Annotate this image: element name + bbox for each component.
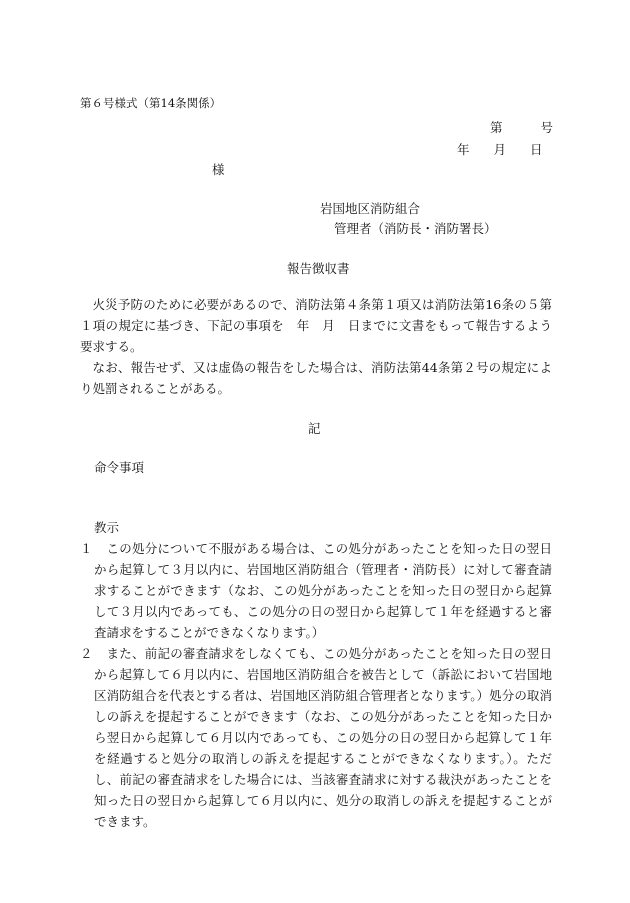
date-month: 月 [493, 142, 507, 157]
notice-item-text: この処分について不服がある場合は、この処分があったことを知った日の翌日から起算して３月以内に、岩国地区消防組合（管理者・消防長）に対して審査請求することができます（なお、この処分があったことを知った日の翌日から起算して３月以内であっても、この処分の日の翌日から起算して１年を経過すると審査請求をすることができなくなります。） [94, 541, 552, 640]
body-paragraph-1: 火災予防のために必要があるので、消防法第４条第１項又は消防法第16条の５第１項の規定に基づき、下記の事項を 年 月 日までに文書をもって報告するよう要求する。 [80, 297, 552, 354]
notice-list [80, 538, 552, 832]
notice-item [80, 643, 552, 832]
number-prefix: 第 [490, 120, 503, 135]
addressee-suffix: 様 [212, 162, 225, 177]
body-paragraph-2: なお、報告せず、又は虚偽の報告をした場合は、消防法第44条第２号の規定により処罰されることがある。 [80, 360, 552, 396]
document-number-line [490, 118, 553, 136]
notice-item-text: また、前記の審査請求をしなくても、この処分があったことを知った日の翌日から起算して６月以内に、岩国地区消防組合を被告として（訴訟において岩国地区消防組合を代表とする者は、岩国地区消防組合管理者となります。）処分の取消しの訴えを提起することができます（なお、この処分があったことを知った日から翌日から起算して６月以内であっても、この処分の日の翌日から起算して１年を経過すると処分の取消しの訴えを提起することができなくなります。）。ただし、前記の審査請求をした場合には、当該審査請求に対する裁決があったことを知った日の翌日から起算して６月以内に、処分の取消しの訴えを提起することができます。 [94, 646, 552, 829]
issuer-organization: 岩国地区消防組合 [320, 201, 421, 216]
order-items-heading: 命令事項 [94, 460, 145, 475]
issuer-role: 管理者（消防長・消防署長） [334, 221, 497, 236]
document-date-line [457, 140, 543, 158]
ki-heading: 記 [308, 421, 321, 436]
notice-item [80, 538, 552, 643]
notice-item-number: ２ [80, 646, 93, 661]
notice-heading: 教示 [94, 520, 120, 535]
notice-item-number: １ [80, 541, 93, 556]
date-day: 日 [530, 142, 543, 157]
document-title: 報告徴収書 [287, 261, 350, 276]
form-label: 第６号様式（第14条関係） [80, 96, 222, 110]
request-body [80, 294, 552, 399]
number-suffix: 号 [540, 120, 554, 135]
date-year: 年 [457, 142, 470, 157]
